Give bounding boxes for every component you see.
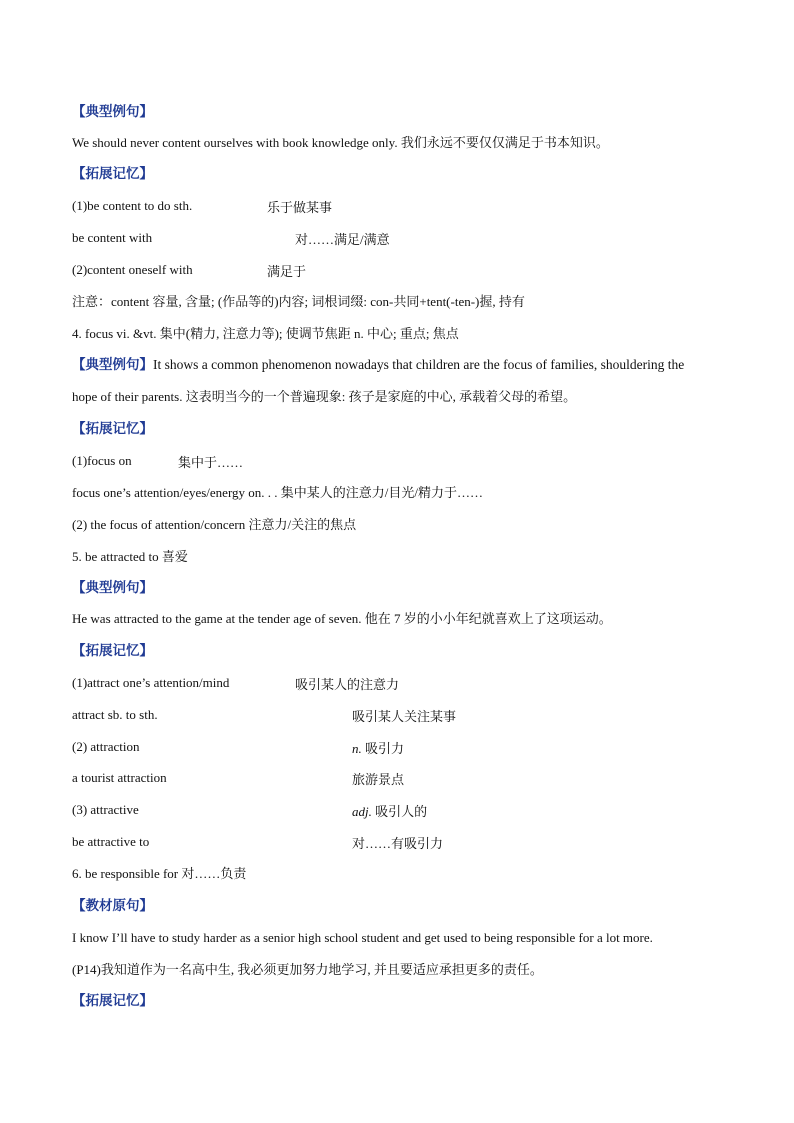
meaning-text: 吸引力 [361, 741, 405, 756]
section-heading-example [72, 356, 684, 374]
meaning-text: 吸引人的 [371, 804, 428, 819]
phrase: (1)attract one’s attention/mind [72, 675, 230, 690]
phrase: attract sb. to sth. [72, 707, 158, 722]
section-heading-example: 【典型例句】 [72, 580, 153, 596]
section-heading-example: 【典型例句】 [72, 104, 153, 120]
phrase-meaning: 对……满足/满意 [295, 232, 390, 247]
section-heading-extension: 【拓展记忆】 [72, 993, 153, 1009]
example-sentence: He was attracted to the game at the tender age of seven. 他在 7 岁的小小年纪就喜欢上了这项运动。 [72, 611, 612, 626]
phrase: (2) the focus of attention/concern 注意力/关注的焦点 [72, 517, 357, 532]
note: 注意：content 容量, 含量; (作品等的)内容; 词根词缀: con-共同+tent(-ten-)握, 持有 [72, 294, 525, 309]
phrase-meaning: 旅游景点 [352, 772, 405, 787]
phrase: (2)content oneself with [72, 262, 193, 277]
phrase: focus one’s attention/eyes/energy on. . . 集中某人的注意力/目光/精力于…… [72, 485, 484, 500]
phrase: (1)focus on [72, 453, 132, 468]
phrase-meaning: 集中于…… [178, 455, 244, 470]
part-of-speech: n. [352, 741, 362, 756]
phrase: (2) attraction [72, 739, 140, 754]
phrase: (3) attractive [72, 802, 139, 817]
section-heading-extension: 【拓展记忆】 [72, 166, 153, 182]
phrase: a tourist attraction [72, 770, 167, 785]
phrase-meaning: 对……有吸引力 [352, 836, 444, 851]
phrase-meaning: 乐于做某事 [267, 200, 333, 215]
phrase-meaning: 吸引某人关注某事 [352, 709, 457, 724]
example-sentence: We should never content ourselves with book knowledge only. 我们永远不要仅仅满足于书本知识。 [72, 135, 609, 150]
part-of-speech: adj. [352, 804, 372, 819]
phrase: be content with [72, 230, 153, 245]
section-heading-extension: 【拓展记忆】 [72, 643, 153, 659]
phrase: be attractive to [72, 834, 150, 849]
example-sentence-continued: hope of their parents. 这表明当今的一个普遍现象: 孩子是家庭的中心, 承载着父母的希望。 [72, 389, 577, 404]
phrase-meaning [352, 801, 427, 820]
textbook-translation: (P14)我知道作为一名高中生, 我必须更加努力地学习, 并且要适应承担更多的责任。 [72, 962, 543, 977]
word-entry-4: 4. focus vi. &vt. 集中(精力, 注意力等); 使调节焦距 n. 中心; 重点; 焦点 [72, 326, 459, 341]
example-sentence: It shows a common phenomenon nowadays that children are the focus of families, shouldering the [153, 357, 685, 372]
word-entry-5: 5. be attracted to 喜爱 [72, 549, 188, 564]
phrase-meaning: 满足于 [267, 264, 307, 279]
phrase: (1)be content to do sth. [72, 198, 193, 213]
phrase-meaning [352, 738, 404, 757]
phrase-meaning: 吸引某人的注意力 [295, 677, 400, 692]
word-entry-6: 6. be responsible for 对……负责 [72, 866, 247, 881]
textbook-sentence: I know I’ll have to study harder as a senior high school student and get used to being responsible for a lot more. [72, 930, 653, 945]
section-heading-extension: 【拓展记忆】 [72, 421, 153, 437]
heading-text: 【典型例句】 [72, 357, 153, 373]
section-heading-textbook: 【教材原句】 [72, 898, 153, 914]
